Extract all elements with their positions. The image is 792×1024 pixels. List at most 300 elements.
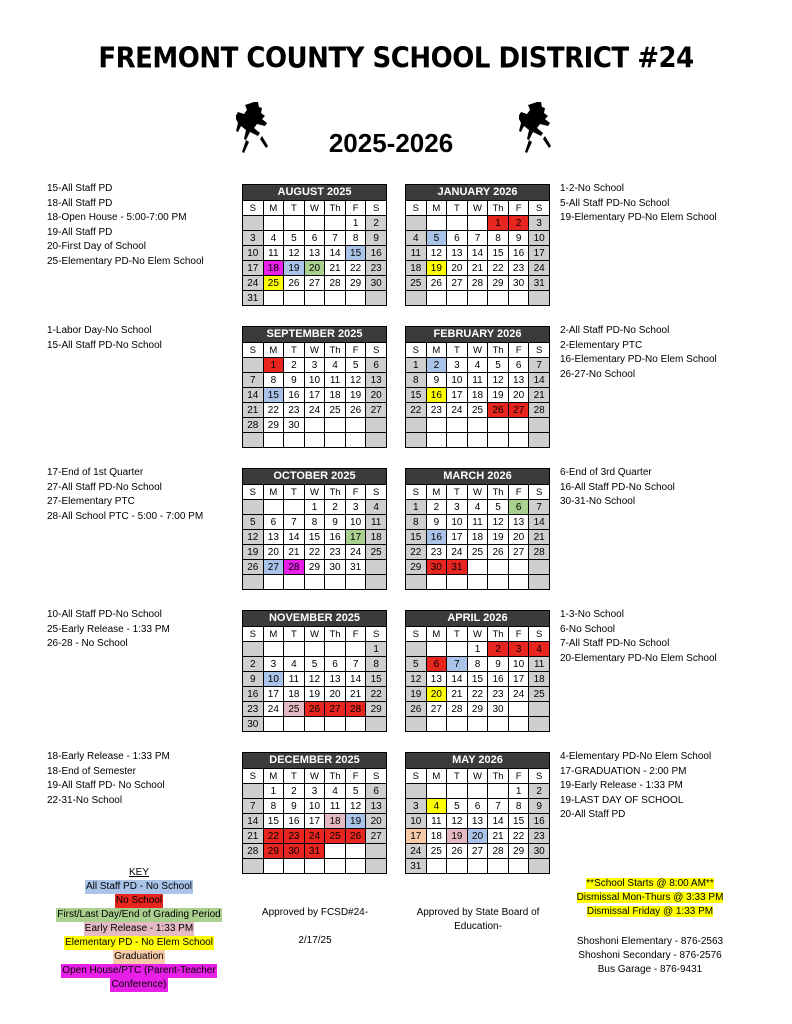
day-cell: 12: [345, 799, 366, 814]
empty-cell: [345, 844, 366, 859]
empty-cell: [325, 291, 346, 306]
day-cell: 23: [508, 261, 529, 276]
day-cell: 25: [325, 403, 346, 418]
day-cell: 15: [467, 672, 488, 687]
weekday-label: Th: [325, 769, 346, 784]
day-cell: 16: [243, 687, 264, 702]
day-cell: 8: [304, 515, 325, 530]
day-cell: 17: [406, 829, 427, 844]
day-cell: 8: [345, 231, 366, 246]
empty-cell: [406, 291, 427, 306]
empty-cell: [467, 717, 488, 732]
day-cell: 7: [488, 799, 509, 814]
weekday-label: T: [284, 485, 305, 500]
weekday-label: T: [284, 769, 305, 784]
empty-cell: [345, 859, 366, 874]
weekday-label: S: [406, 485, 427, 500]
day-cell: 18: [325, 388, 346, 403]
empty-cell: [325, 575, 346, 590]
day-cell: 2: [284, 784, 305, 799]
empty-cell: [529, 418, 550, 433]
day-cell: 28: [243, 418, 264, 433]
day-cell: 7: [467, 231, 488, 246]
day-cell: 16: [325, 530, 346, 545]
day-cell: 13: [508, 515, 529, 530]
day-cell: 26: [345, 403, 366, 418]
day-cell: 28: [345, 702, 366, 717]
day-cell: 14: [529, 373, 550, 388]
weekday-label: S: [243, 485, 264, 500]
day-cell: 26: [243, 560, 264, 575]
day-cell: 13: [426, 672, 447, 687]
day-cell: 10: [447, 515, 468, 530]
empty-cell: [304, 433, 325, 448]
day-cell: 18: [263, 261, 284, 276]
day-cell: 4: [325, 784, 346, 799]
day-cell: 28: [243, 844, 264, 859]
day-cell: 9: [366, 231, 387, 246]
weekday-label: S: [366, 627, 387, 642]
day-cell: 6: [366, 784, 387, 799]
day-cell: 30: [284, 844, 305, 859]
empty-cell: [243, 642, 264, 657]
day-cell: 4: [284, 657, 305, 672]
weekday-label: S: [366, 201, 387, 216]
empty-cell: [488, 784, 509, 799]
day-cell: 12: [304, 672, 325, 687]
weekday-label: W: [304, 201, 325, 216]
day-cell: 5: [426, 231, 447, 246]
day-cell: 9: [284, 373, 305, 388]
day-cell: 27: [325, 702, 346, 717]
empty-cell: [304, 859, 325, 874]
notes-february: 2-All Staff PD-No School 2-Elementary PTC 16-Elementary PD-No Elem School 26-27-No School: [560, 325, 717, 380]
day-cell: 31: [406, 859, 427, 874]
day-cell: 17: [447, 530, 468, 545]
key-no-school: No School: [115, 895, 163, 906]
day-cell: 29: [406, 560, 427, 575]
day-cell: 9: [508, 231, 529, 246]
empty-cell: [426, 418, 447, 433]
day-cell: 14: [284, 530, 305, 545]
day-cell: 20: [447, 261, 468, 276]
weekday-label: T: [284, 201, 305, 216]
notes-august: 15-All Staff PD 18-All Staff PD 18-Open House - 5:00-7:00 PM 19-All Staff PD 20-First Day of School 25-Elementary PD-No Elem School: [47, 183, 204, 267]
day-cell: 5: [406, 657, 427, 672]
day-cell: 27: [304, 276, 325, 291]
day-cell: 28: [447, 702, 468, 717]
day-cell: 19: [488, 530, 509, 545]
day-cell: 11: [325, 373, 346, 388]
day-cell: 5: [488, 358, 509, 373]
month-header: MAY 2026: [406, 753, 550, 769]
month-header: NOVEMBER 2025: [243, 611, 387, 627]
empty-cell: [345, 433, 366, 448]
day-cell: 19: [447, 829, 468, 844]
empty-cell: [243, 216, 264, 231]
weekday-label: M: [426, 485, 447, 500]
day-cell: 13: [263, 530, 284, 545]
empty-cell: [263, 216, 284, 231]
day-cell: 25: [263, 276, 284, 291]
day-cell: 28: [529, 545, 550, 560]
day-cell: 15: [508, 814, 529, 829]
empty-cell: [426, 216, 447, 231]
notes-november: 10-All Staff PD-No School 25-Early Release - 1:33 PM 26-28 - No School: [47, 609, 170, 649]
day-cell: 21: [467, 261, 488, 276]
weekday-label: F: [345, 201, 366, 216]
day-cell: 14: [529, 515, 550, 530]
day-cell: 4: [426, 799, 447, 814]
day-cell: 12: [284, 246, 305, 261]
empty-cell: [467, 784, 488, 799]
day-cell: 18: [529, 672, 550, 687]
empty-cell: [366, 717, 387, 732]
weekday-label: S: [406, 627, 427, 642]
day-cell: 24: [447, 545, 468, 560]
empty-cell: [529, 433, 550, 448]
day-cell: 25: [325, 829, 346, 844]
day-cell: 20: [366, 388, 387, 403]
day-cell: 2: [426, 358, 447, 373]
day-cell: 3: [263, 657, 284, 672]
empty-cell: [488, 433, 509, 448]
calendar-november-2025: [242, 610, 387, 732]
day-cell: 6: [447, 231, 468, 246]
contact-bus-garage: Bus Garage - 876-9431: [597, 964, 703, 975]
day-cell: 20: [426, 687, 447, 702]
day-cell: 8: [488, 231, 509, 246]
calendar-march-2026: [405, 468, 550, 590]
day-cell: 23: [284, 829, 305, 844]
day-cell: 2: [243, 657, 264, 672]
weekday-label: S: [529, 769, 550, 784]
day-cell: 22: [263, 403, 284, 418]
day-cell: 9: [488, 657, 509, 672]
day-cell: 6: [366, 358, 387, 373]
day-cell: 11: [325, 799, 346, 814]
day-cell: 13: [366, 799, 387, 814]
day-cell: 16: [284, 388, 305, 403]
day-cell: 7: [243, 373, 264, 388]
weekday-label: Th: [325, 343, 346, 358]
day-cell: 4: [263, 231, 284, 246]
empty-cell: [529, 717, 550, 732]
empty-cell: [508, 575, 529, 590]
day-cell: 28: [529, 403, 550, 418]
day-cell: 21: [447, 687, 468, 702]
weekday-label: Th: [488, 627, 509, 642]
approval-board: Approved by FCSD#24- 2/17/25: [261, 907, 369, 946]
day-cell: 10: [243, 246, 264, 261]
day-cell: 10: [304, 799, 325, 814]
empty-cell: [488, 859, 509, 874]
empty-cell: [263, 642, 284, 657]
empty-cell: [284, 433, 305, 448]
day-cell: 1: [304, 500, 325, 515]
day-cell: 17: [243, 261, 264, 276]
day-cell: 1: [406, 500, 427, 515]
empty-cell: [366, 291, 387, 306]
empty-cell: [467, 560, 488, 575]
notes-september: 1-Labor Day-No School 15-All Staff PD-No School: [47, 325, 162, 351]
day-cell: 3: [447, 500, 468, 515]
day-cell: 5: [284, 231, 305, 246]
day-cell: 3: [345, 500, 366, 515]
weekday-label: T: [447, 343, 468, 358]
day-cell: 31: [447, 560, 468, 575]
empty-cell: [345, 291, 366, 306]
day-cell: 8: [467, 657, 488, 672]
dismissal-mon-thu: Dismissal Mon-Thurs @ 3:33 PM: [576, 892, 724, 903]
day-cell: 21: [345, 687, 366, 702]
calendar-september-2025: [242, 326, 387, 448]
day-cell: 27: [366, 829, 387, 844]
contact-secondary: Shoshoni Secondary - 876-2576: [578, 950, 722, 961]
day-cell: 6: [467, 799, 488, 814]
day-cell: 19: [406, 687, 427, 702]
key-open-house-cont: Conference): [111, 979, 167, 990]
day-cell: 19: [345, 388, 366, 403]
day-cell: 7: [243, 799, 264, 814]
day-cell: 22: [488, 261, 509, 276]
day-cell: 26: [488, 403, 509, 418]
empty-cell: [366, 575, 387, 590]
day-cell: 7: [284, 515, 305, 530]
day-cell: 12: [447, 814, 468, 829]
weekday-label: F: [508, 201, 529, 216]
day-cell: 8: [263, 799, 284, 814]
day-cell: 27: [508, 545, 529, 560]
school-year: 2025-2026: [328, 128, 454, 158]
day-cell: 2: [529, 784, 550, 799]
weekday-label: W: [467, 627, 488, 642]
empty-cell: [325, 717, 346, 732]
day-cell: 12: [426, 246, 447, 261]
calendar-december-2025: [242, 752, 387, 874]
day-cell: 3: [406, 799, 427, 814]
day-cell: 30: [508, 276, 529, 291]
day-cell: 23: [325, 545, 346, 560]
day-cell: 10: [529, 231, 550, 246]
empty-cell: [284, 717, 305, 732]
empty-cell: [243, 575, 264, 590]
weekday-label: F: [345, 485, 366, 500]
day-cell: 22: [366, 687, 387, 702]
weekday-label: Th: [488, 769, 509, 784]
empty-cell: [447, 859, 468, 874]
weekday-label: F: [508, 769, 529, 784]
day-cell: 22: [508, 829, 529, 844]
day-cell: 17: [508, 672, 529, 687]
empty-cell: [304, 642, 325, 657]
weekday-label: T: [447, 201, 468, 216]
empty-cell: [243, 784, 264, 799]
empty-cell: [426, 784, 447, 799]
empty-cell: [426, 433, 447, 448]
weekday-label: M: [426, 343, 447, 358]
day-cell: 5: [345, 784, 366, 799]
day-cell: 15: [406, 530, 427, 545]
notes-may: 4-Elementary PD-No Elem School 17-GRADUATION - 2:00 PM 19-Early Release - 1:33 PM 19-LAST DAY OF SCHOOL 20-All Staff PD: [560, 751, 712, 820]
day-cell: 11: [366, 515, 387, 530]
day-cell: 22: [406, 403, 427, 418]
empty-cell: [406, 642, 427, 657]
weekday-label: S: [243, 343, 264, 358]
day-cell: 26: [406, 702, 427, 717]
day-cell: 10: [345, 515, 366, 530]
day-cell: 18: [467, 530, 488, 545]
day-cell: 19: [426, 261, 447, 276]
month-header: OCTOBER 2025: [243, 469, 387, 485]
day-cell: 5: [304, 657, 325, 672]
dismissal-friday: Dismissal Friday @ 1:33 PM: [586, 906, 714, 917]
day-cell: 11: [467, 515, 488, 530]
empty-cell: [447, 291, 468, 306]
day-cell: 21: [284, 545, 305, 560]
empty-cell: [529, 859, 550, 874]
day-cell: 23: [529, 829, 550, 844]
empty-cell: [325, 433, 346, 448]
day-cell: 24: [529, 261, 550, 276]
empty-cell: [426, 642, 447, 657]
day-cell: 28: [325, 276, 346, 291]
day-cell: 26: [488, 545, 509, 560]
key-title: KEY: [128, 867, 149, 878]
day-cell: 6: [304, 231, 325, 246]
day-cell: 21: [488, 829, 509, 844]
empty-cell: [325, 844, 346, 859]
day-cell: 7: [529, 358, 550, 373]
day-cell: 19: [304, 687, 325, 702]
day-cell: 27: [263, 560, 284, 575]
day-cell: 10: [447, 373, 468, 388]
empty-cell: [284, 642, 305, 657]
weekday-label: M: [263, 485, 284, 500]
day-cell: 11: [529, 657, 550, 672]
key-open-house: Open House/PTC (Parent-Teacher: [62, 965, 216, 976]
day-cell: 15: [488, 246, 509, 261]
day-cell: 7: [529, 500, 550, 515]
day-cell: 18: [284, 687, 305, 702]
key-staff-pd: All Staff PD - No School: [86, 881, 192, 892]
empty-cell: [467, 418, 488, 433]
day-cell: 19: [243, 545, 264, 560]
day-cell: 16: [366, 246, 387, 261]
day-cell: 15: [263, 814, 284, 829]
day-cell: 9: [426, 515, 447, 530]
day-cell: 29: [263, 844, 284, 859]
day-cell: 24: [406, 844, 427, 859]
day-cell: 5: [488, 500, 509, 515]
empty-cell: [488, 717, 509, 732]
day-cell: 25: [467, 403, 488, 418]
empty-cell: [366, 433, 387, 448]
weekday-label: F: [508, 627, 529, 642]
day-cell: 1: [345, 216, 366, 231]
empty-cell: [263, 500, 284, 515]
district-title: FREMONT COUNTY SCHOOL DISTRICT #24: [98, 42, 694, 76]
weekday-label: W: [467, 343, 488, 358]
day-cell: 12: [345, 373, 366, 388]
day-cell: 12: [406, 672, 427, 687]
month-header: DECEMBER 2025: [243, 753, 387, 769]
day-cell: 3: [529, 216, 550, 231]
empty-cell: [406, 216, 427, 231]
schedule-info: [560, 877, 740, 919]
day-cell: 20: [366, 814, 387, 829]
empty-cell: [406, 575, 427, 590]
calendar-october-2025: [242, 468, 387, 590]
day-cell: 24: [447, 403, 468, 418]
month-header: APRIL 2026: [406, 611, 550, 627]
day-cell: 6: [426, 657, 447, 672]
day-cell: 21: [529, 388, 550, 403]
day-cell: 15: [366, 672, 387, 687]
day-cell: 13: [467, 814, 488, 829]
month-header: MARCH 2026: [406, 469, 550, 485]
day-cell: 10: [406, 814, 427, 829]
day-cell: 23: [366, 261, 387, 276]
weekday-label: W: [304, 485, 325, 500]
empty-cell: [304, 291, 325, 306]
weekday-label: Th: [325, 627, 346, 642]
day-cell: 13: [304, 246, 325, 261]
weekday-label: F: [508, 343, 529, 358]
day-cell: 20: [508, 388, 529, 403]
day-cell: 12: [243, 530, 264, 545]
day-cell: 24: [304, 403, 325, 418]
day-cell: 27: [447, 276, 468, 291]
empty-cell: [467, 433, 488, 448]
day-cell: 14: [447, 672, 468, 687]
day-cell: 26: [426, 276, 447, 291]
calendar-january-2026: [405, 184, 550, 306]
weekday-label: T: [284, 627, 305, 642]
day-cell: 11: [263, 246, 284, 261]
day-cell: 1: [467, 642, 488, 657]
empty-cell: [345, 642, 366, 657]
day-cell: 17: [529, 246, 550, 261]
month-header: JANUARY 2026: [406, 185, 550, 201]
empty-cell: [488, 560, 509, 575]
notes-october: 17-End of 1st Quarter 27-All Staff PD-No School 27-Elementary PTC 28-All School PTC - 5:00 - 7:00 PM: [47, 467, 204, 522]
day-cell: 29: [304, 560, 325, 575]
day-cell: 17: [345, 530, 366, 545]
day-cell: 16: [426, 530, 447, 545]
weekday-label: M: [426, 201, 447, 216]
day-cell: 11: [467, 373, 488, 388]
day-cell: 5: [447, 799, 468, 814]
day-cell: 19: [284, 261, 305, 276]
weekday-label: T: [447, 485, 468, 500]
day-cell: 23: [488, 687, 509, 702]
empty-cell: [345, 575, 366, 590]
empty-cell: [263, 575, 284, 590]
empty-cell: [406, 717, 427, 732]
day-cell: 25: [366, 545, 387, 560]
day-cell: 22: [304, 545, 325, 560]
day-cell: 4: [325, 358, 346, 373]
day-cell: 14: [325, 246, 346, 261]
day-cell: 22: [263, 829, 284, 844]
key-early-release: Early Release - 1:33 PM: [84, 923, 194, 934]
day-cell: 17: [447, 388, 468, 403]
day-cell: 26: [447, 844, 468, 859]
day-cell: 24: [243, 276, 264, 291]
calendar-may-2026: [405, 752, 550, 874]
notes-january: 1-2-No School 5-All Staff PD-No School 19-Elementary PD-No Elem School: [560, 183, 717, 223]
